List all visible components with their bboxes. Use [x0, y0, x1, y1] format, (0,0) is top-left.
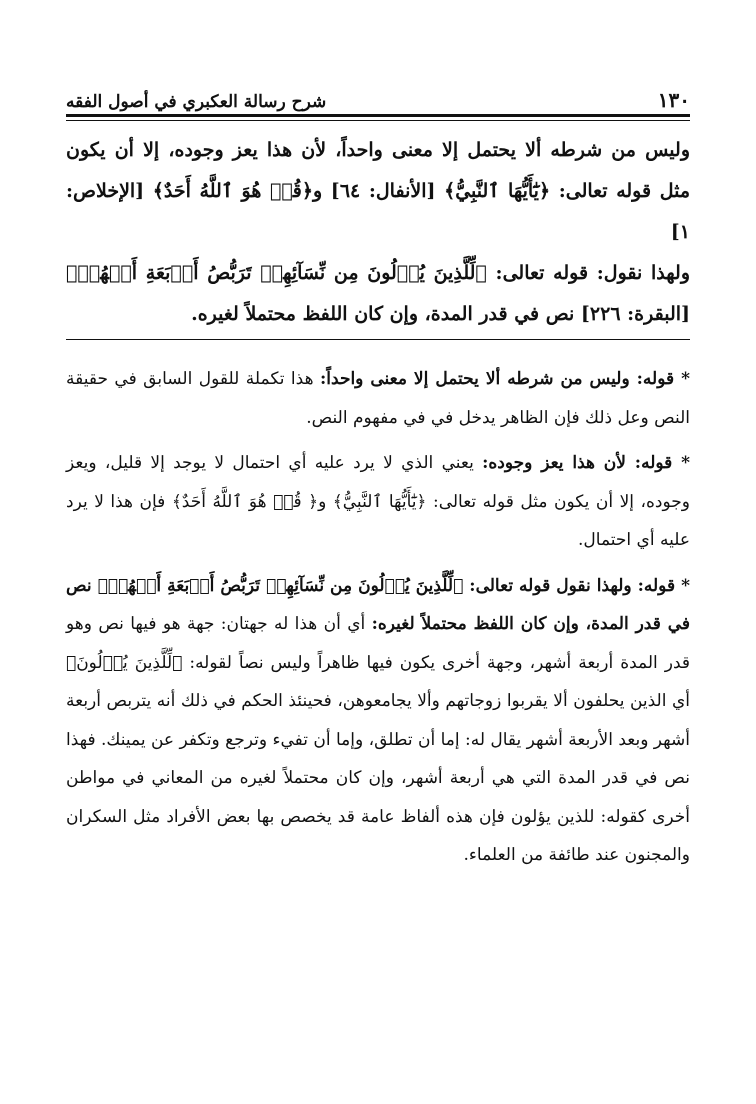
commentary	[66, 360, 690, 882]
commentary-lead-1: * قوله: وليس من شرطه ألا يحتمل إلا معنى واحداً:	[320, 369, 690, 389]
main-paragraph-2: ولهذا نقول: قوله تعالى: ﴿لِّلَّذِينَ يُؤۡلُونَ مِن نِّسَآئِهِمۡ تَرَبُّصُ أَرۡبَعَةِ أَشۡهُرٖ﴾ [البقرة: ٢٢٦] نص في قدر المدة، وإن كان اللفظ محتملاً لغيره.	[66, 262, 690, 325]
header-rule-thick	[66, 114, 690, 117]
page-number: ١٣٠	[657, 88, 690, 112]
header-rule-thin	[66, 120, 690, 121]
commentary-lead-3: * قوله: ولهذا نقول قوله تعالى: ﴿لِّلَّذِينَ يُؤۡلُونَ مِن نِّسَآئِهِمۡ تَرَبُّصُ أَرۡبَعَةِ أَشۡهُرٖ﴾ نص في قدر المدة، وإن كان اللفظ محتملاً لغيره:	[66, 575, 690, 634]
page-header	[66, 82, 690, 112]
commentary-text-1: هذا تكملة للقول السابق في حقيقة النص وعل ذلك فإن الظاهر يدخل في في مفهوم النص.	[66, 369, 690, 428]
running-title: شرح رسالة العكبري في أصول الفقه	[66, 92, 327, 112]
commentary-text-2: يعني الذي لا يرد عليه أي احتمال لا يوجد إلا قليل، ويعز وجوده، إلا أن يكون مثل قوله تعالى: ﴿يَٰٓأَيُّهَا ٱلنَّبِيُّ﴾ و﴿ قُلۡ هُوَ ٱللَّهُ أَحَدٌ﴾ فإن هذا لا يرد عليه أي احتمال.	[66, 453, 690, 550]
section-separator	[66, 339, 690, 340]
main-text	[66, 130, 690, 335]
commentary-text-3: أي أن هذا له جهتان: جهة هو فيها نص وهو قدر المدة أربعة أشهر، وجهة أخرى يكون فيها ظاهراً وليس نصاً لقوله: ﴿لِّلَّذِينَ يُؤۡلُونَ﴾ أي الذين يحلفون ألا يقربوا زوجاتهم وألا يجامعوهن، فحينئذ الحكم في ذلك أنه يتربص أربعة أشهر وبعد الأربعة أشهر يقال له: إما أن تطلق، وإما أن تفيء وترجع وتكفر عن يمينك. فهذا نص في قدر المدة التي هي أربعة أشهر، وإن كان محتملاً لغيره من المعاني في مواطن أخرى كقوله: للذين يؤلون فإن هذه ألفاظ عامة قد يخصص بها بعض الأفراد مثل السكران والمجنون عند طائفة من العلماء.	[66, 614, 690, 865]
commentary-paragraph-1	[66, 360, 690, 437]
commentary-lead-2: * قوله: لأن هذا يعز وجوده:	[482, 453, 690, 473]
commentary-paragraph-3	[66, 567, 690, 875]
main-paragraph-1: وليس من شرطه ألا يحتمل إلا معنى واحداً، لأن هذا يعز وجوده، إلا أن يكون مثل قوله تعالى: ﴿يَٰٓأَيُّهَا ٱلنَّبِيُّ﴾ [الأنفال: ٦٤] و﴿قُلۡ هُوَ ٱللَّهُ أَحَدٌ﴾ [الإخلاص: ١]	[66, 139, 691, 243]
commentary-paragraph-2	[66, 444, 690, 560]
